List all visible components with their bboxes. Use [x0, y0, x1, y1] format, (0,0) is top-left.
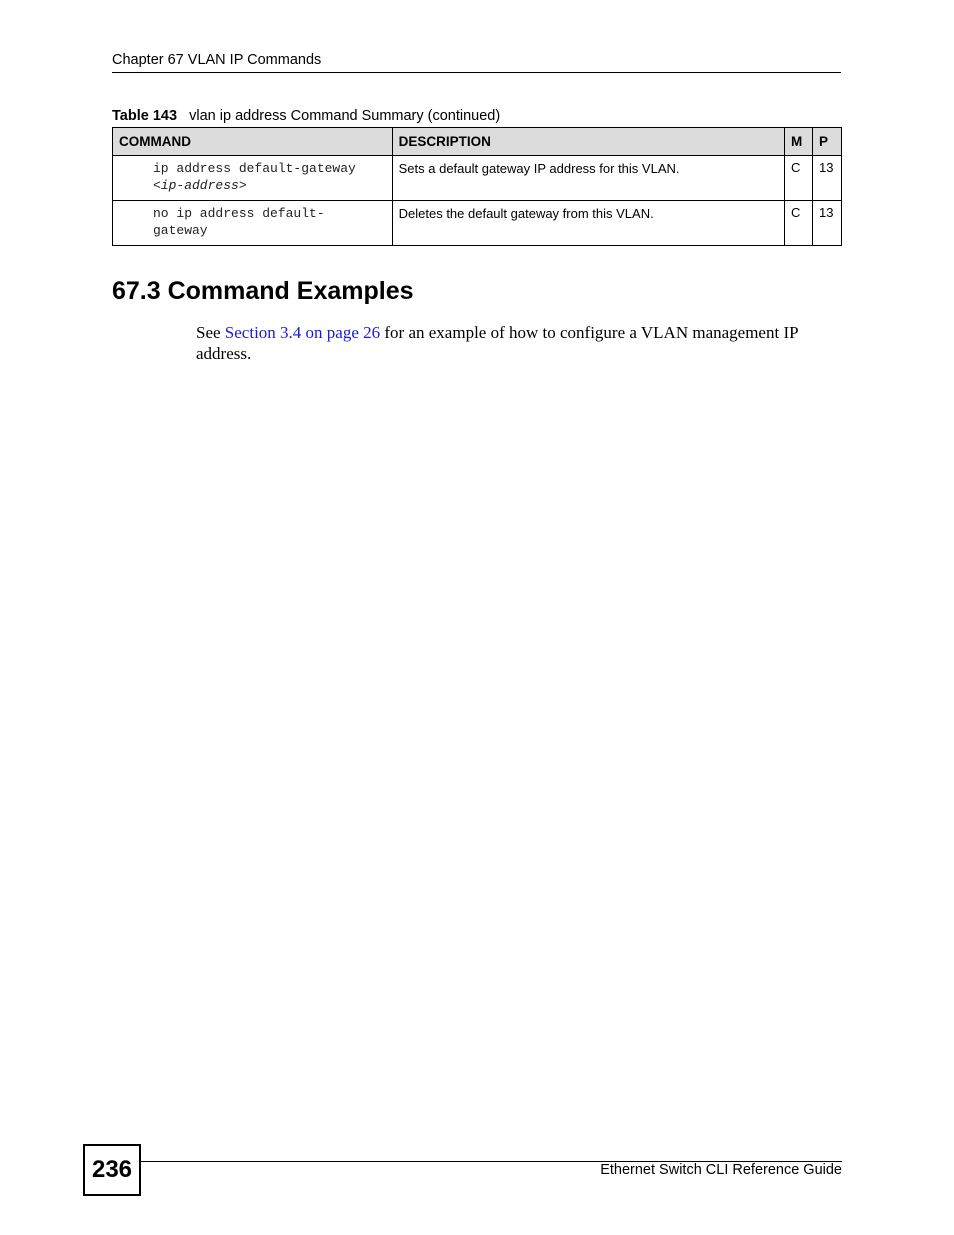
command-summary-table	[112, 127, 842, 246]
command-text-continued: gateway	[153, 223, 208, 238]
footer-guide-title: Ethernet Switch CLI Reference Guide	[600, 1162, 842, 1178]
table-row	[113, 156, 842, 201]
privilege-cell: 13	[812, 201, 841, 246]
column-header-command: COMMAND	[113, 128, 393, 156]
section-heading: 67.3 Command Examples	[112, 277, 414, 305]
command-cell	[113, 156, 393, 201]
mode-cell: C	[785, 201, 813, 246]
description-cell: Deletes the default gateway from this VLAN.	[392, 201, 784, 246]
command-text: no ip address default-	[153, 206, 325, 221]
table-header-row	[113, 128, 842, 156]
column-header-description: DESCRIPTION	[392, 128, 784, 156]
table-caption	[112, 108, 500, 124]
table-caption-text: vlan ip address Command Summary (continued)	[189, 108, 501, 124]
description-cell: Sets a default gateway IP address for this VLAN.	[392, 156, 784, 201]
command-cell	[113, 201, 393, 246]
header-rule	[112, 72, 841, 73]
column-header-m: M	[785, 128, 813, 156]
paragraph-text-start: See	[196, 323, 225, 342]
body-paragraph	[196, 322, 816, 364]
running-header: Chapter 67 VLAN IP Commands	[112, 52, 322, 68]
column-header-p: P	[812, 128, 841, 156]
privilege-cell: 13	[812, 156, 841, 201]
paragraph-text-end: for an example of how to configure a VLAN management IP address.	[196, 323, 798, 363]
command-argument: <ip-address>	[153, 178, 247, 193]
table-row	[113, 201, 842, 246]
page-number: 236	[83, 1144, 141, 1196]
mode-cell: C	[785, 156, 813, 201]
command-text: ip address default-gateway	[153, 161, 356, 176]
section-link[interactable]: Section 3.4 on page 26	[224, 323, 381, 342]
table-caption-label: Table 143	[112, 108, 178, 124]
